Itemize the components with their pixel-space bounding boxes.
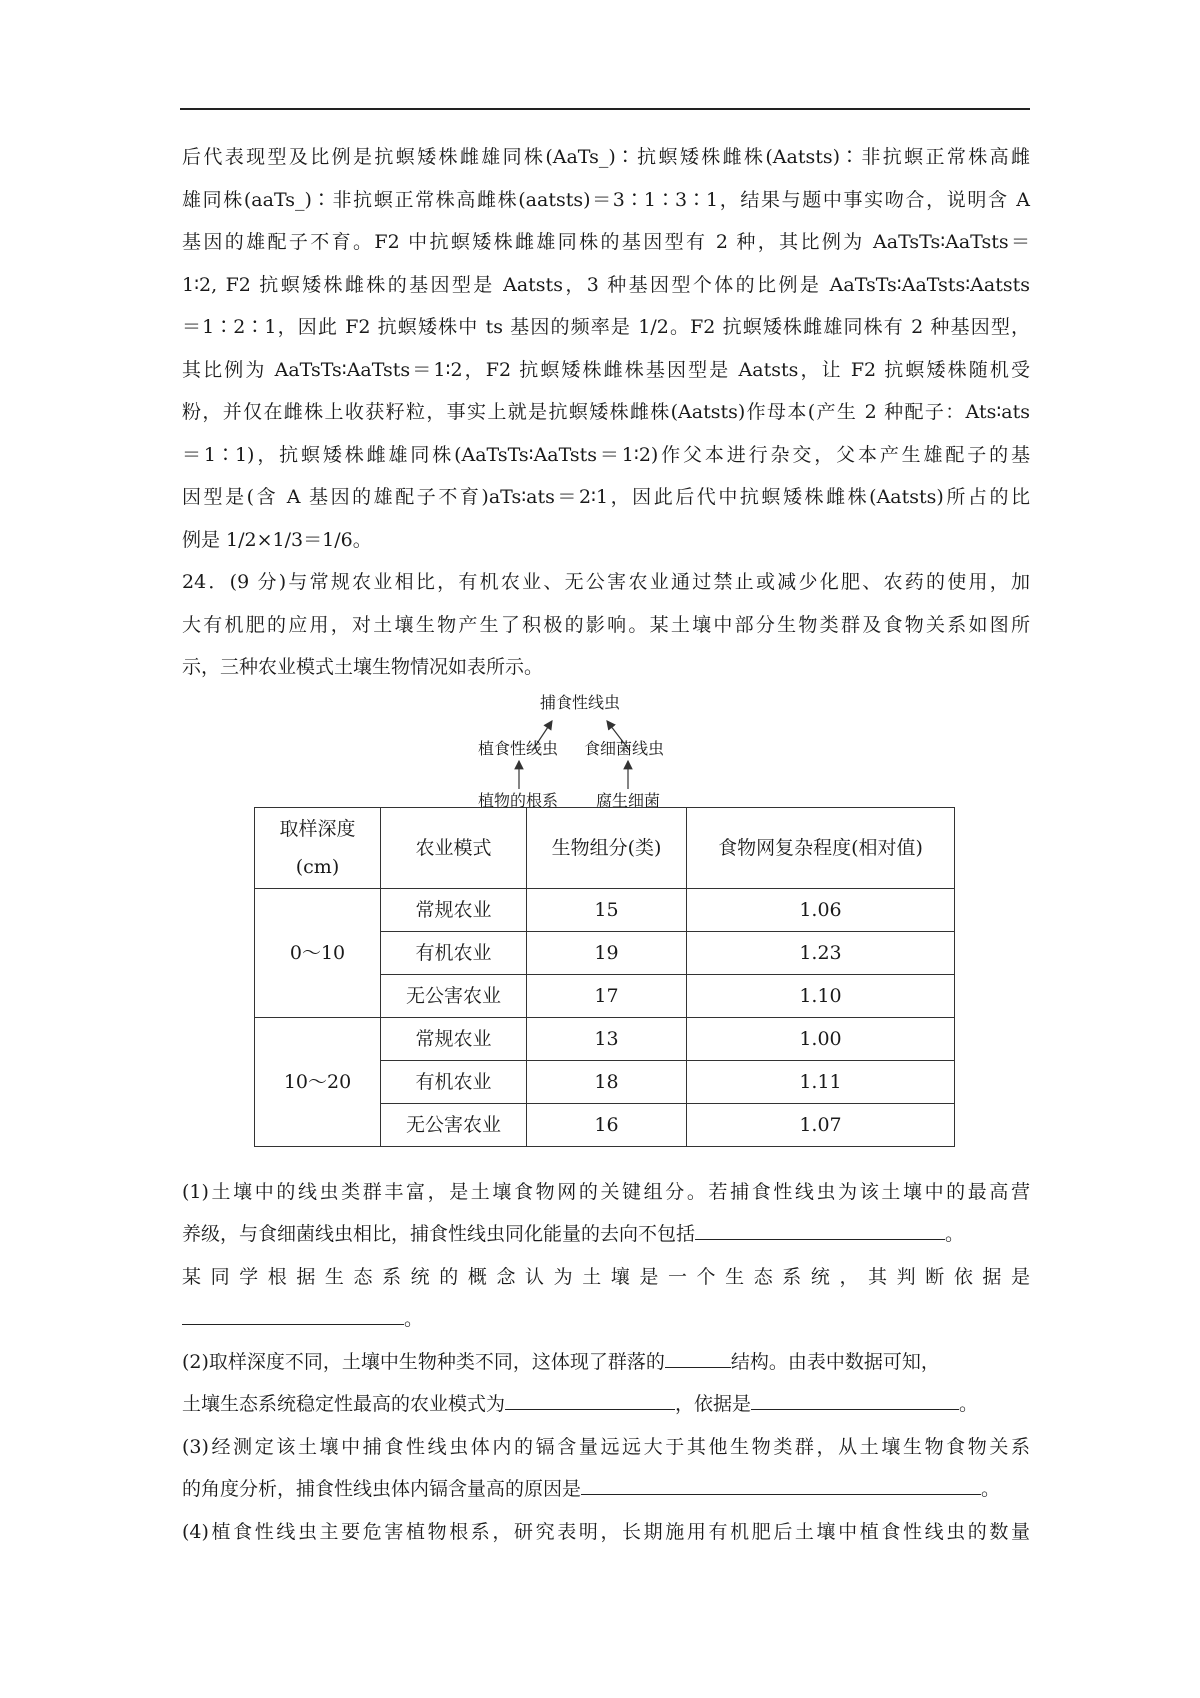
mode-cell: 无公害农业 xyxy=(381,1103,527,1146)
header-complexity: 食物网复杂程度(相对值) xyxy=(687,807,955,888)
sub1-line4: 。 xyxy=(182,1298,1030,1341)
node-saprophytic-bacteria: 腐生细菌 xyxy=(596,790,661,810)
table-row xyxy=(255,1017,955,1060)
components-cell: 15 xyxy=(527,888,687,931)
complexity-cell: 1.10 xyxy=(687,974,955,1017)
sub2-line2: 土壤生态系统稳定性最高的农业模式为 ，依据是 。 xyxy=(182,1383,1030,1426)
food-web-diagram xyxy=(182,692,1030,810)
mode-cell: 有机农业 xyxy=(381,1060,527,1103)
node-herbivorous-nematode: 植食性线虫 xyxy=(478,738,559,758)
answer-blank[interactable] xyxy=(695,1217,945,1240)
sub3-line2: 的角度分析，捕食性线虫体内镉含量高的原因是 。 xyxy=(182,1468,1030,1511)
table-row xyxy=(255,888,955,931)
complexity-cell: 1.11 xyxy=(687,1060,955,1103)
sub3-line1: (3)经测定该土壤中捕食性线虫体内的镉含量远远大于其他生物类群，从土壤生物食物关系 xyxy=(182,1435,1030,1458)
farming-data-table xyxy=(254,807,955,1147)
answer-line: ＝1∶2∶1，因此 F2 抗螟矮株中 ts 基因的频率是 1/2。F2 抗螟矮株雌雄同株有 2 种基因型， xyxy=(182,316,1030,338)
answer-line: 雄同株(aaTs_)∶非抗螟正常株高雌株(aatsts)＝3∶1∶3∶1，结果与题中事实吻合，说明含 A xyxy=(182,188,1030,211)
node-predatory-nematode: 捕食性线虫 xyxy=(540,692,621,712)
header-mode: 农业模式 xyxy=(381,807,527,888)
components-cell: 19 xyxy=(527,931,687,974)
components-cell: 18 xyxy=(527,1060,687,1103)
question-24 xyxy=(182,561,1030,1553)
header-components: 生物组分(类) xyxy=(527,807,687,888)
answer-line: 因型是(含 A 基因的雄配子不育)aTs∶ats＝2∶1，因此后代中抗螟矮株雌株(Aatsts)所占的比 xyxy=(182,486,1030,508)
components-cell: 16 xyxy=(527,1103,687,1146)
complexity-cell: 1.00 xyxy=(687,1017,955,1060)
sub1-line2: 养级，与食细菌线虫相比，捕食性线虫同化能量的去向不包括 。 xyxy=(182,1213,1030,1256)
complexity-cell: 1.07 xyxy=(687,1103,955,1146)
answer-line: ＝1∶1)，抗螟矮株雌雄同株(AaTsTs∶AaTsts＝1∶2)作父本进行杂交，父本产生雄配子的基 xyxy=(182,443,1030,466)
mode-cell: 常规农业 xyxy=(381,888,527,931)
answer-line: 其比例为 AaTsTs∶AaTsts＝1∶2，F2 抗螟矮株雌株基因型是 Aatsts，让 F2 抗螟矮株随机受 xyxy=(182,358,1030,381)
depth-cell: 0～10 xyxy=(255,888,381,1017)
sub2-line1: (2)取样深度不同，土壤中生物种类不同，这体现了群落的 结构。由表中数据可知， xyxy=(182,1341,1030,1384)
answer-line: 1∶2, F2 抗螟矮株雌株的基因型是 Aatsts，3 种基因型个体的比例是 AaTsTs∶AaTsts∶Aatsts xyxy=(182,273,1030,296)
mode-cell: 有机农业 xyxy=(381,931,527,974)
answer-line: 基因的雄配子不育。F2 中抗螟矮株雌雄同株的基因型有 2 种，其比例为 AaTsTs∶AaTsts＝ xyxy=(182,231,1030,253)
answer-blank[interactable] xyxy=(751,1387,959,1410)
header-depth: 取样深度 (cm) xyxy=(255,807,381,888)
answer-line: 例是 1/2×1/3＝1/6。 xyxy=(182,528,372,551)
sub1-line1: (1)土壤中的线虫类群丰富，是土壤食物网的关键组分。若捕食性线虫为该土壤中的最高营 xyxy=(182,1180,1030,1203)
answer-explanation xyxy=(182,136,1030,561)
complexity-cell: 1.23 xyxy=(687,931,955,974)
mode-cell: 无公害农业 xyxy=(381,974,527,1017)
question-intro-line: 24．(9 分)与常规农业相比，有机农业、无公害农业通过禁止或减少化肥、农药的使用，加 xyxy=(182,571,1030,593)
answer-line: 粉，并仅在雌株上收获籽粒，事实上就是抗螟矮株雌株(Aatsts)作母本(产生 2 种配子：Ats∶ats xyxy=(182,401,1030,423)
answer-line: 后代表现型及比例是抗螟矮株雌雄同株(AaTs_)∶抗螟矮株雌株(Aatsts)∶非抗螟正常株高雌 xyxy=(182,146,1030,168)
page-content xyxy=(182,136,1030,1553)
question-intro-line: 大有机肥的应用，对土壤生物产生了积极的影响。某土壤中部分生物类群及食物关系如图所 xyxy=(182,613,1030,636)
question-intro-line: 示，三种农业模式土壤生物情况如表所示。 xyxy=(182,656,544,678)
answer-blank[interactable] xyxy=(665,1345,731,1368)
answer-blank[interactable] xyxy=(505,1387,675,1410)
complexity-cell: 1.06 xyxy=(687,888,955,931)
node-plant-roots: 植物的根系 xyxy=(478,790,559,810)
mode-cell: 常规农业 xyxy=(381,1017,527,1060)
sub-questions xyxy=(182,1171,1030,1554)
sub4-line1: (4)植食性线虫主要危害植物根系，研究表明，长期施用有机肥后土壤中植食性线虫的数量 xyxy=(182,1520,1030,1543)
node-bacterivorous-nematode: 食细菌线虫 xyxy=(584,738,665,758)
components-cell: 17 xyxy=(527,974,687,1017)
table-header-row xyxy=(255,807,955,888)
answer-blank[interactable] xyxy=(581,1472,981,1495)
components-cell: 13 xyxy=(527,1017,687,1060)
sub1-line3: 某同学根据生态系统的概念认为土壤是一个生态系统，其判断依据是 xyxy=(182,1265,1030,1288)
answer-blank[interactable] xyxy=(182,1302,404,1325)
depth-cell: 10～20 xyxy=(255,1017,381,1146)
header-rule xyxy=(180,108,1030,110)
